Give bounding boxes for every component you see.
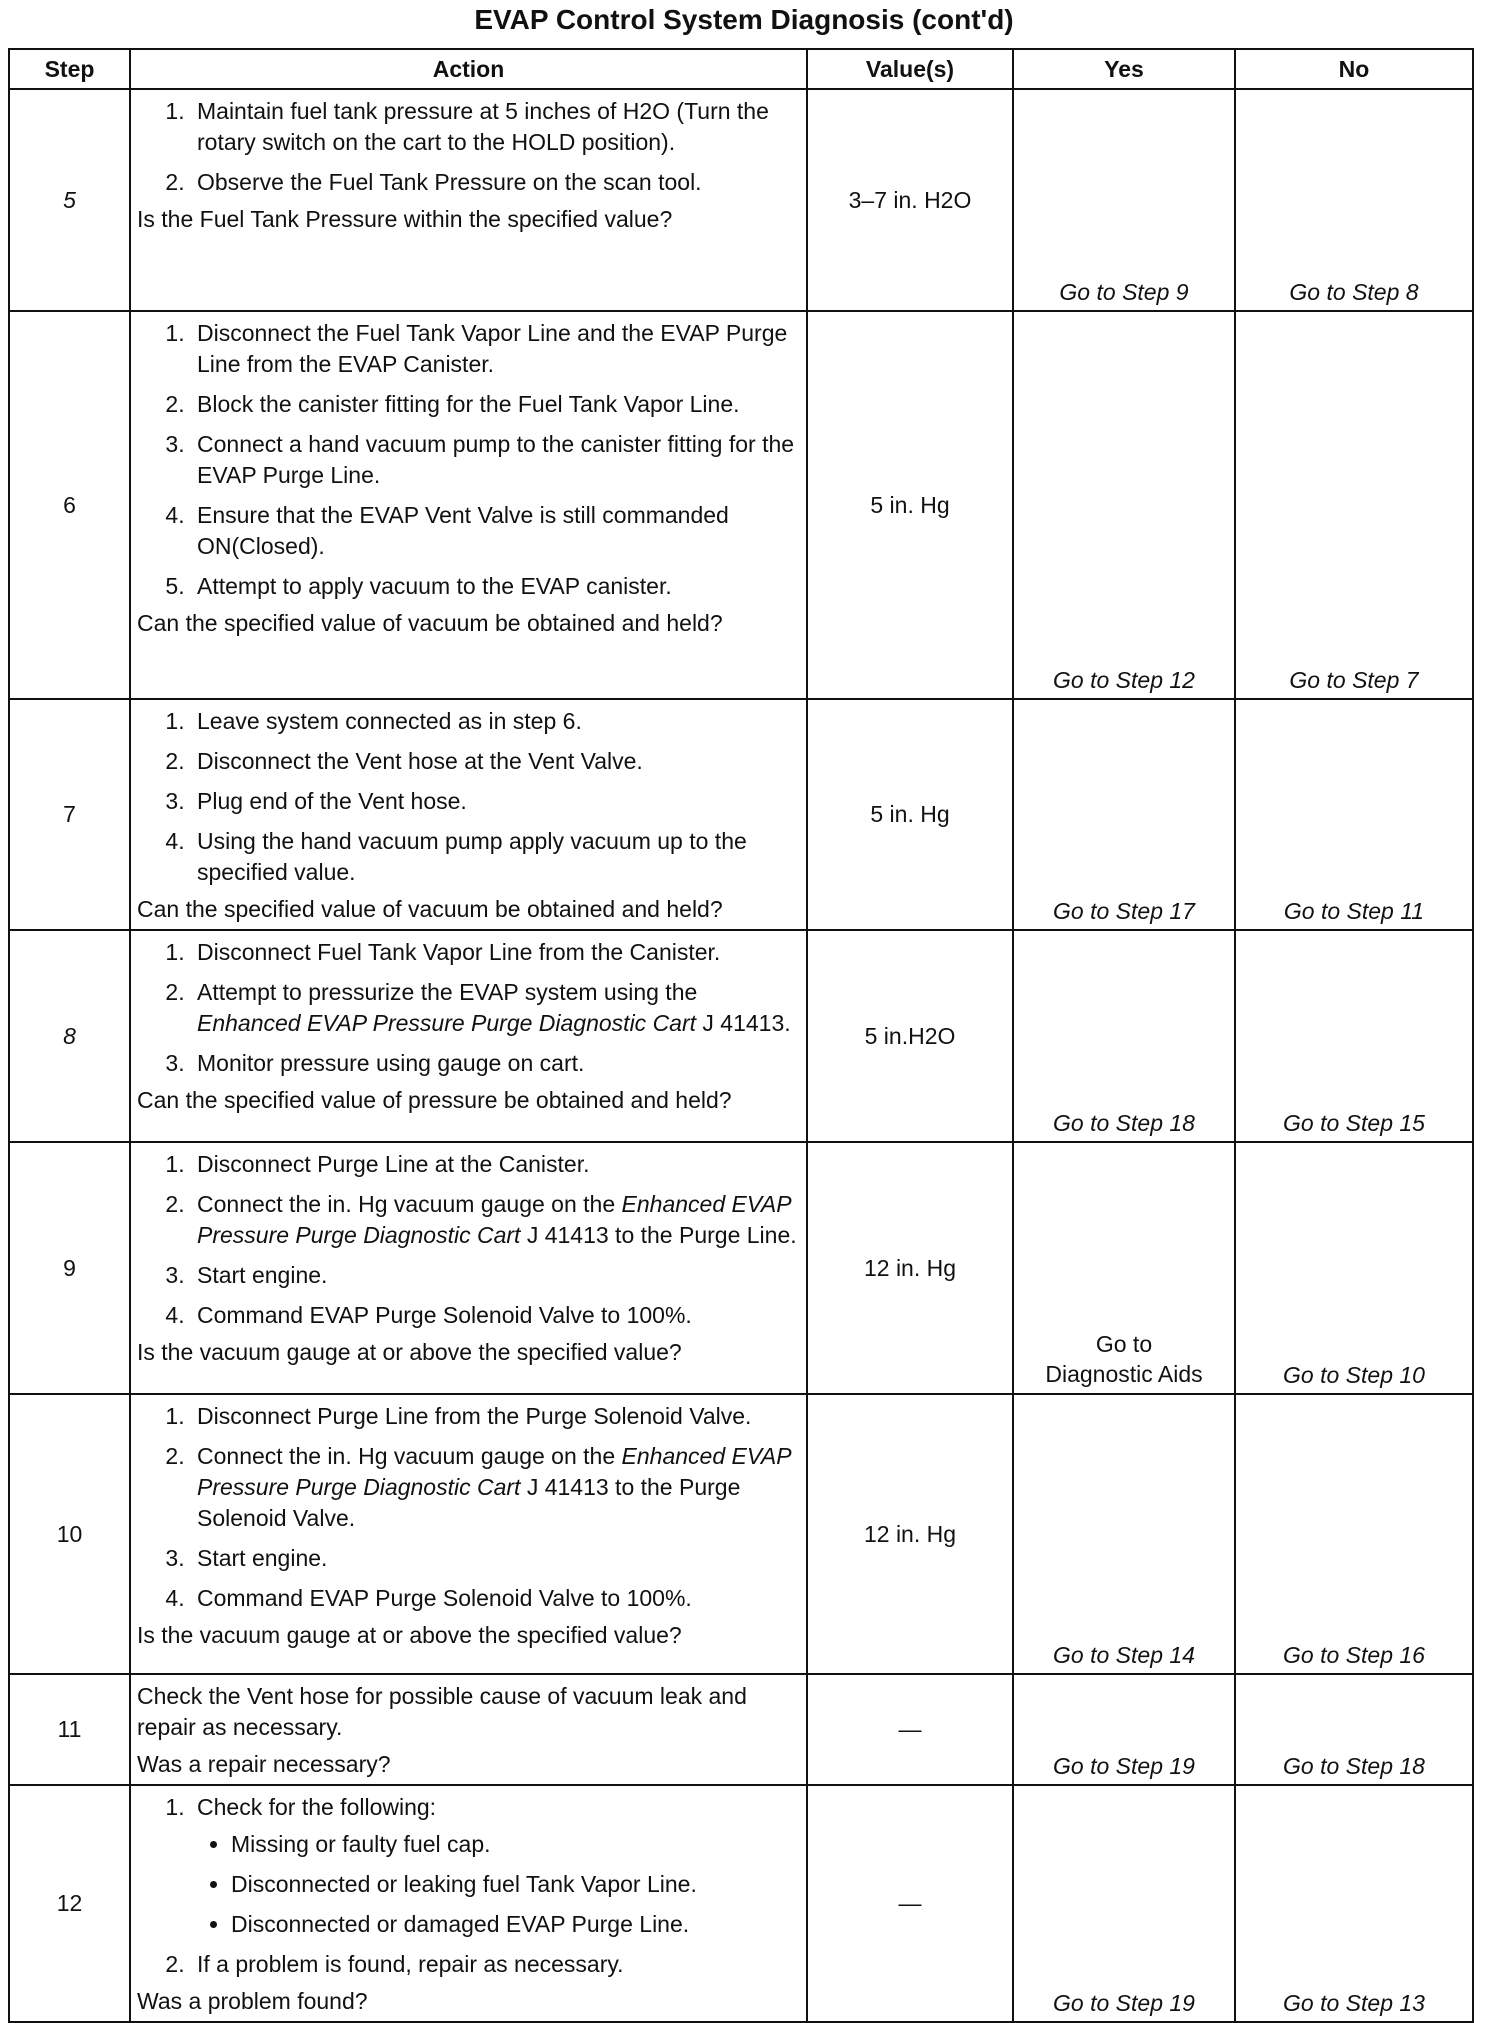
value-cell: 3–7 in. H2O [807, 89, 1013, 311]
step-number: 9 [9, 1142, 130, 1394]
question: Can the specified value of pressure be obtained and held? [137, 1087, 732, 1113]
table-row [9, 1142, 1473, 1394]
no-result: Go to Step 10 [1235, 1142, 1473, 1394]
no-result: Go to Step 18 [1235, 1674, 1473, 1785]
question: Can the specified value of vacuum be obtained and held? [137, 610, 723, 636]
yes-result-line: Go to [1095, 1331, 1153, 1357]
action-item: 1. Disconnect Purge Line at the Canister. [191, 1149, 798, 1180]
table-row [9, 1394, 1473, 1674]
yes-result: Go to Step 18 [1013, 930, 1235, 1142]
yes-result [1013, 1142, 1235, 1394]
action-item: 4. Ensure that the EVAP Vent Valve is still commanded ON(Closed). [191, 500, 798, 562]
page-title: EVAP Control System Diagnosis (cont'd) [474, 4, 1014, 35]
action-list [137, 1401, 798, 1614]
action-text: Connect the in. Hg vacuum gauge on the [197, 1443, 616, 1469]
table-row [9, 311, 1473, 699]
bullet-item: • Missing or faulty fuel cap. [231, 1829, 798, 1860]
step-number: 6 [9, 311, 130, 699]
action-item: 4. Command EVAP Purge Solenoid Valve to 100%. [191, 1583, 798, 1614]
action-item: 1. Disconnect Purge Line from the Purge Solenoid Valve. [191, 1401, 798, 1432]
action-cell [130, 1394, 807, 1674]
tool-name: Enhanced EVAP Pressure Purge Diagnostic Cart [197, 1010, 697, 1036]
action-item: 3. Start engine. [191, 1260, 798, 1291]
action-cell [130, 1785, 807, 2022]
action-item: 4. Command EVAP Purge Solenoid Valve to 100%. [191, 1300, 798, 1331]
no-result: Go to Step 11 [1235, 699, 1473, 930]
step-number: 8 [9, 930, 130, 1142]
header-values: Value(s) [807, 49, 1013, 89]
action-item: 4. Using the hand vacuum pump apply vacuum up to the specified value. [191, 826, 798, 888]
action-cell [130, 930, 807, 1142]
header-no: No [1235, 49, 1473, 89]
value-cell: — [807, 1674, 1013, 1785]
header-action: Action [130, 49, 807, 89]
action-item: 3. Monitor pressure using gauge on cart. [191, 1048, 798, 1079]
diagnosis-table [8, 48, 1474, 2023]
yes-result: Go to Step 19 [1013, 1674, 1235, 1785]
action-list [137, 937, 798, 1079]
action-item: 1. Disconnect Fuel Tank Vapor Line from the Canister. [191, 937, 798, 968]
action-list [137, 318, 798, 602]
question: Is the vacuum gauge at or above the specified value? [137, 1339, 682, 1365]
value-cell: 12 in. Hg [807, 1394, 1013, 1674]
action-item [191, 977, 798, 1039]
no-result: Go to Step 15 [1235, 930, 1473, 1142]
table-row [9, 930, 1473, 1142]
yes-result-line: Diagnostic Aids [1045, 1361, 1203, 1387]
action-item: 1. Maintain fuel tank pressure at 5 inches of H2O (Turn the rotary switch on the cart to the HOLD position). [191, 96, 798, 158]
value-cell: 5 in. Hg [807, 699, 1013, 930]
bullet-item: • Disconnected or damaged EVAP Purge Line. [231, 1909, 798, 1940]
action-list [137, 1149, 798, 1331]
header-step: Step [9, 49, 130, 89]
action-item [191, 1189, 798, 1251]
action-item: 2. If a problem is found, repair as necessary. [191, 1949, 798, 1980]
action-item: 3. Connect a hand vacuum pump to the canister fitting for the EVAP Purge Line. [191, 429, 798, 491]
bullet-item: • Disconnected or leaking fuel Tank Vapor Line. [231, 1869, 798, 1900]
action-item [191, 1792, 798, 1940]
table-header-row [9, 49, 1473, 89]
action-item [191, 1441, 798, 1534]
action-item: 2. Block the canister fitting for the Fuel Tank Vapor Line. [191, 389, 798, 420]
step-number: 5 [9, 89, 130, 311]
action-list [137, 96, 798, 198]
no-result: Go to Step 13 [1235, 1785, 1473, 2022]
action-item: 5. Attempt to apply vacuum to the EVAP canister. [191, 571, 798, 602]
step-number: 12 [9, 1785, 130, 2022]
table-row [9, 1785, 1473, 2022]
action-list [137, 706, 798, 888]
tool-name: Enhanced EVAP Pressure Purge Diagnostic Cart [197, 1191, 791, 1248]
value-cell: 5 in.H2O [807, 930, 1013, 1142]
table-row [9, 89, 1473, 311]
table-row [9, 1674, 1473, 1785]
action-cell [130, 1142, 807, 1394]
no-result: Go to Step 7 [1235, 311, 1473, 699]
action-item: 1. Leave system connected as in step 6. [191, 706, 798, 737]
yes-result: Go to Step 9 [1013, 89, 1235, 311]
tool-number: J 41413 to the Purge Line. [526, 1222, 797, 1248]
bullet-list [197, 1829, 798, 1940]
tool-number: J 41413. [702, 1010, 791, 1036]
action-text: Attempt to pressurize the EVAP system using the [197, 979, 698, 1005]
action-item: 3. Plug end of the Vent hose. [191, 786, 798, 817]
no-result: Go to Step 8 [1235, 89, 1473, 311]
header-yes: Yes [1013, 49, 1235, 89]
yes-result: Go to Step 19 [1013, 1785, 1235, 2022]
question: Can the specified value of vacuum be obtained and held? [137, 896, 723, 922]
yes-result: Go to Step 12 [1013, 311, 1235, 699]
step-number: 10 [9, 1394, 130, 1674]
value-cell: — [807, 1785, 1013, 2022]
table-row [9, 699, 1473, 930]
action-item: 2. Disconnect the Vent hose at the Vent Valve. [191, 746, 798, 777]
question: Was a problem found? [137, 1988, 368, 2014]
yes-result: Go to Step 14 [1013, 1394, 1235, 1674]
action-text: Check the Vent hose for possible cause of vacuum leak and repair as necessary. [137, 1683, 747, 1740]
tool-number: J 41413 to the Purge Solenoid Valve. [197, 1474, 741, 1531]
question: Is the Fuel Tank Pressure within the specified value? [137, 206, 673, 232]
action-item: 3. Start engine. [191, 1543, 798, 1574]
action-cell [130, 1674, 807, 1785]
question: Is the vacuum gauge at or above the specified value? [137, 1622, 682, 1648]
action-cell [130, 311, 807, 699]
step-number: 7 [9, 699, 130, 930]
action-text: Check for the following: [197, 1794, 437, 1820]
value-cell: 12 in. Hg [807, 1142, 1013, 1394]
action-text: Connect the in. Hg vacuum gauge on the [197, 1191, 616, 1217]
tool-name: Enhanced EVAP Pressure Purge Diagnostic Cart [197, 1443, 791, 1500]
action-item: 2. Observe the Fuel Tank Pressure on the scan tool. [191, 167, 798, 198]
step-number: 11 [9, 1674, 130, 1785]
question: Was a repair necessary? [137, 1751, 391, 1777]
action-cell [130, 699, 807, 930]
action-cell [130, 89, 807, 311]
value-cell: 5 in. Hg [807, 311, 1013, 699]
no-result: Go to Step 16 [1235, 1394, 1473, 1674]
yes-result: Go to Step 17 [1013, 699, 1235, 930]
action-item: 1. Disconnect the Fuel Tank Vapor Line and the EVAP Purge Line from the EVAP Canister. [191, 318, 798, 380]
